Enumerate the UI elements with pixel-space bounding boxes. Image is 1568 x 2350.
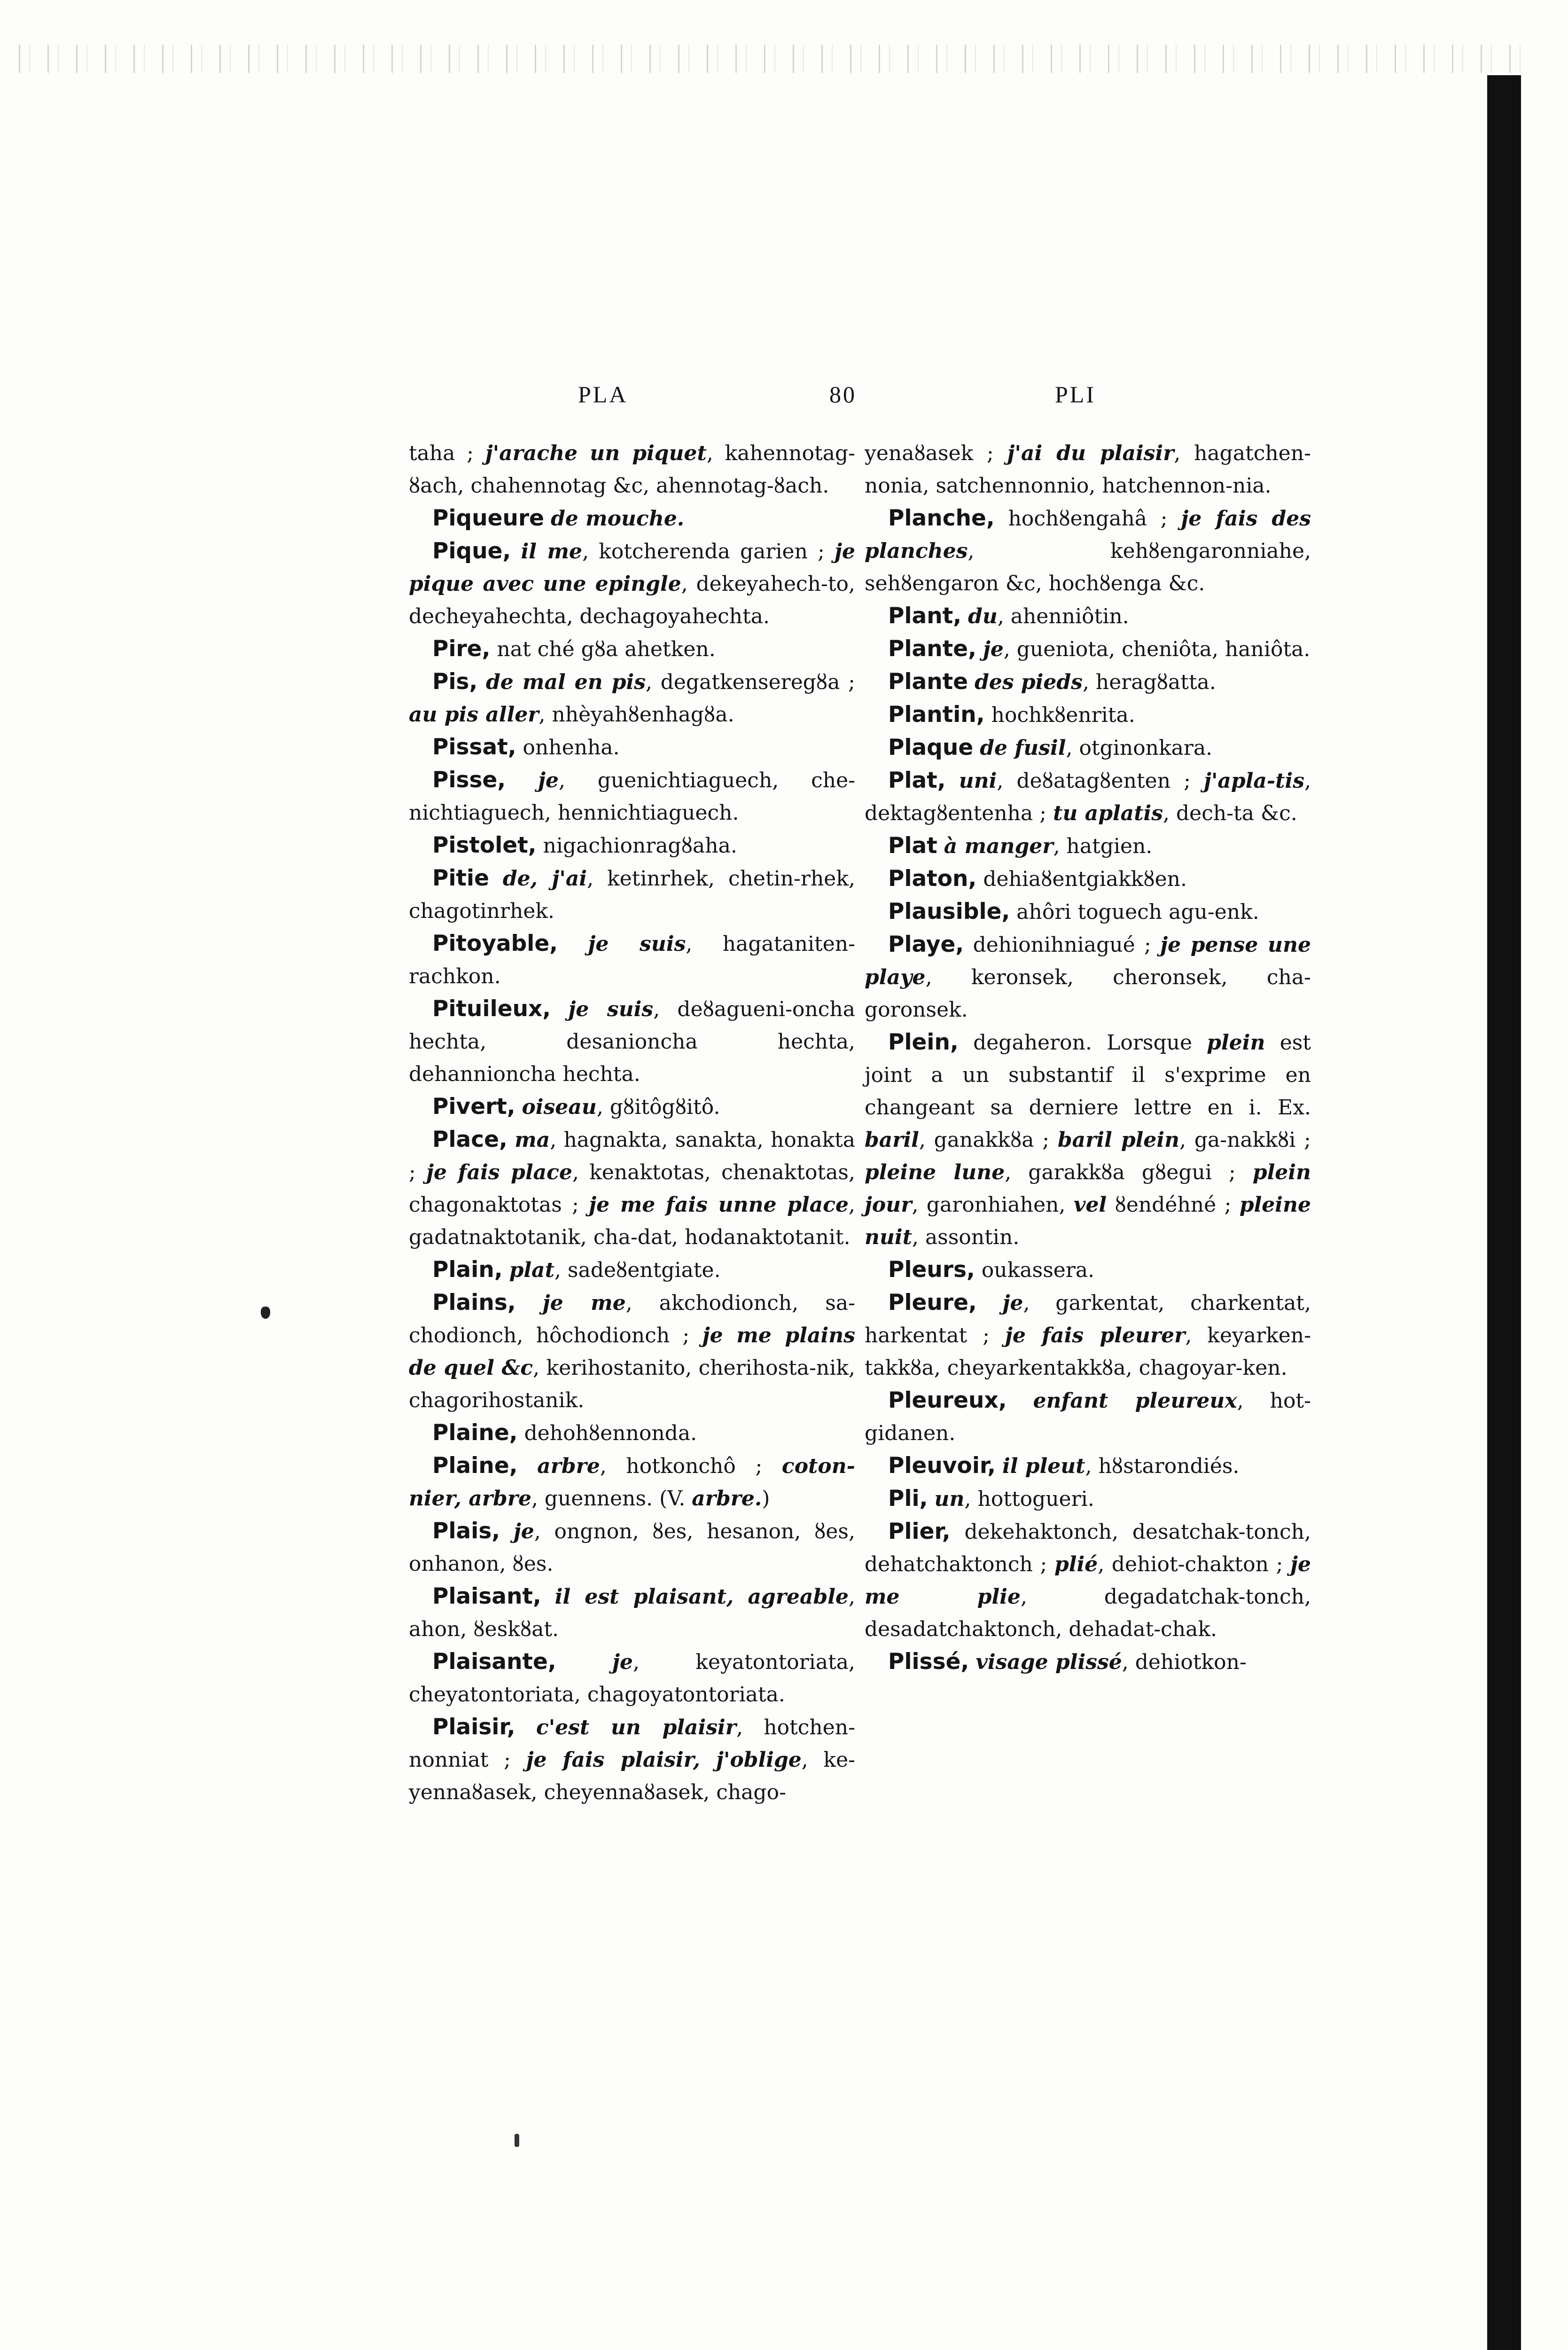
entry-text [937,834,944,858]
entry-text: , heragȣatta. [1082,670,1216,694]
entry-text: , kenaktotas, chenaktotas, chagonaktotas ; [409,1160,855,1217]
headword: Pli, [888,1486,928,1512]
italic-gloss: de mal en pis [486,670,646,694]
headword: Plaisir, [432,1714,515,1740]
entry-text: est joint a un substantif il s'exprime en changeant sa derniere lettre en i. Ex. [865,1031,1311,1120]
entry-text: , gadatnaktotanik, cha-dat, hodanaktotanit. [409,1193,855,1249]
entry-text [541,1585,555,1609]
entry-text: , ga-nakkȣi ; [1179,1128,1311,1152]
entry-text: , degatkenseregȣa ; [646,670,855,694]
entry-text: nat ché gȣa ahetken. [490,637,716,661]
headword: Pistolet, [432,832,537,858]
entry-text: ahôri toguech agu-enk. [1010,900,1259,924]
italic-gloss: je me plie [865,1552,1311,1609]
headword: Plausible, [888,899,1010,924]
entry-text: , keyarken-takkȣa, cheyarkentakkȣa, chagoyar-ken. [865,1324,1311,1380]
entry-text [551,997,568,1021]
italic-gloss: oiseau [522,1095,597,1119]
dictionary-entry [409,829,855,862]
entry-text: yenaȣasek ; [865,441,1007,465]
headword: Pivert, [432,1094,515,1120]
italic-gloss: je me plains de quel &c [409,1324,855,1380]
entry-text [1007,1389,1033,1413]
entry-text: , kerihostanito, cherihosta-nik, chagorihostanik. [409,1356,855,1412]
entry-text: , hagnakta, sanakta, honakta ; [409,1128,855,1184]
dictionary-entry [865,731,1311,764]
entry-text: , hotchen-nonniat ; [409,1716,855,1772]
entry-text [946,769,959,793]
italic-gloss: je fais des planches [865,507,1311,563]
italic-gloss: il est plaisant, agreable [554,1585,849,1609]
headword: Pleuvoir, [888,1453,996,1479]
entry-text [507,1128,515,1152]
entry-text: , ketinrhek, chetin-rhek, chagotinrhek. [409,867,855,923]
entry-text: , dehiotkon- [1122,1650,1247,1674]
entry-text: , hottogueri. [964,1487,1094,1511]
headword: Plain, [432,1257,503,1283]
entry-text [515,1095,522,1119]
entry-text [544,507,551,531]
entry-text: , deȣatagȣenten ; [997,769,1204,793]
italic-gloss: arbre [537,1454,600,1478]
dictionary-entry [409,731,855,764]
dictionary-entry [409,535,855,633]
entry-text [928,1487,935,1511]
italic-gloss: de mouche. [551,507,685,531]
italic-gloss: des pieds [975,670,1083,694]
dictionary-entry [865,437,1311,502]
entry-text: , hagatchen-nonia, satchennonnio, hatchennon-nia. [865,441,1311,498]
entry-text: , kotcherenda garien ; [582,540,835,564]
italic-gloss: plat [509,1258,555,1282]
dictionary-entry [865,1286,1311,1384]
dictionary-entry [409,633,855,666]
italic-gloss: je pique avec une epingle [409,540,855,596]
entry-text: , nhèyahȣenhagȣa. [538,703,734,727]
dictionary-entry [409,1580,855,1645]
headword: Pissat, [432,734,516,760]
headword: Plant, [888,603,962,629]
header-left-guideword: PLA [578,381,628,407]
entry-text [516,1291,543,1315]
page-header [0,381,1568,423]
italic-gloss: il me [521,540,583,564]
dictionary-entry [865,1645,1311,1678]
entry-text: , ahenniôtin. [997,604,1129,628]
entry-text: , dehiot-chakton ; [1098,1552,1291,1576]
italic-gloss: du [968,604,998,628]
dictionary-entry [865,895,1311,928]
italic-gloss: baril plein [1057,1128,1180,1152]
entry-text: , deȣagueni-oncha hechta, desanioncha hechta, dehannioncha hechta. [409,997,855,1086]
entry-text: , garonhiahen, [912,1193,1074,1217]
headword: Plein, [888,1029,959,1055]
entry-text: , garakkȣa gȣegui ; [1005,1160,1253,1184]
dictionary-entry [865,502,1311,600]
italic-gloss: j'apla-tis [1204,769,1304,793]
headword: Plantin, [888,702,985,728]
headword: Pitie [432,865,490,891]
dictionary-entry [865,764,1311,830]
italic-gloss: enfant pleureux [1033,1389,1237,1413]
dictionary-entry [409,1286,855,1417]
footer-ink-mark [515,2134,519,2147]
italic-gloss: je fais place [426,1160,572,1184]
italic-gloss: je [612,1650,633,1674]
headword: Planche, [888,505,995,531]
left-column [409,437,855,1809]
dictionary-entry [409,764,855,829]
headword: Plat [888,833,937,859]
italic-gloss: ma [515,1128,550,1152]
italic-gloss: je [513,1520,534,1543]
entry-text: , ganakkȣa ; [919,1128,1058,1152]
entry-text: , ke-yennaȣasek, cheyennaȣasek, chago- [409,1748,855,1804]
entry-text: , ongnon, ȣes, hesanon, ȣes, onhanon, ȣes. [409,1520,855,1576]
headword: Plaisant, [432,1583,541,1609]
headword: Pituileux, [432,996,551,1022]
entry-text: , gueniota, cheniôta, haniôta. [1003,637,1311,661]
scan-noise-top [19,45,1522,73]
headword: Plante [888,669,968,695]
italic-gloss: il pleut [1002,1454,1085,1478]
headword: Plaque [888,735,974,760]
entry-text [500,1520,514,1543]
entry-text: , degadatchak-tonch, desadatchaktonch, dehadat-chak. [865,1585,1311,1641]
italic-gloss: plein jour [865,1160,1311,1217]
page-number: 80 [829,381,857,407]
dictionary-entry [409,1417,855,1449]
dictionary-entry [409,927,855,993]
entry-text [518,1454,538,1478]
margin-ink-mark [261,1307,270,1319]
entry-text: oukassera. [975,1258,1095,1282]
headword: Plaine, [432,1420,518,1446]
italic-gloss: coton-nier, arbre [409,1454,855,1511]
dictionary-entry [409,1449,855,1515]
headword: Plat, [888,768,946,793]
italic-gloss: je [1002,1291,1023,1315]
entry-text: , otginonkara. [1066,736,1213,760]
entry-text: , hatgien. [1053,834,1153,858]
entry-text: , guenichtiaguech, che-nichtiaguech, hennichtiaguech. [409,768,855,825]
headword: Pleurs, [888,1257,975,1283]
dictionary-entry [865,666,1311,698]
italic-gloss: un [934,1487,965,1511]
entry-text: ) [762,1487,770,1511]
headword: Pisse, [432,767,506,793]
headword: Pique, [432,538,511,564]
entry-text: , kehȣengaronniahe, sehȣengaron &c, hochȣenga &c. [865,539,1311,595]
italic-gloss: j'arache un piquet [485,441,707,465]
italic-gloss: au pis aller [409,703,539,727]
italic-gloss: uni [959,769,997,793]
entry-text: , assontin. [912,1225,1020,1249]
entry-text [489,867,503,891]
entry-text: , sadeȣentgiate. [554,1258,721,1282]
entry-text: , garkentat, charkentat, harkentat ; [865,1291,1311,1347]
entry-text: dehionihniagué ; [964,933,1161,957]
italic-gloss: j'ai du plaisir [1007,441,1174,465]
headword: Plais, [432,1518,500,1544]
headword: Pleure, [888,1290,977,1316]
entry-text: , hagataniten-rachkon. [409,932,855,988]
entry-text: , hotkonchô ; [600,1454,782,1478]
entry-text: , dektagȣentenha ; [865,769,1311,825]
italic-gloss: visage plissé [975,1650,1122,1674]
italic-gloss: tu aplatis [1053,801,1163,825]
italic-gloss: vel [1073,1193,1107,1217]
entry-text: , keyatontoriata, cheyatontoriata, chagoyatontoriata. [409,1650,855,1707]
headword: Pleureux, [888,1387,1007,1413]
italic-gloss: pleine nuit [865,1193,1311,1249]
italic-gloss: de, j'ai [503,867,587,891]
dictionary-entry [865,1449,1311,1482]
entry-text: , hot-gidanen. [865,1389,1311,1445]
italic-gloss: je suis [568,997,654,1021]
headword: Place, [432,1127,507,1152]
headword: Plaisante, [432,1649,556,1675]
italic-gloss: je [983,637,1004,661]
italic-gloss: je pense une playe [865,933,1311,989]
headword: Plains, [432,1290,516,1316]
dictionary-entry [409,1645,855,1711]
entry-text: , kahennotag-ȣach, chahennotag &c, ahennotag-ȣach. [409,441,856,498]
headword: Plante, [888,636,976,662]
entry-text [511,540,521,564]
italic-gloss: arbre. [692,1487,762,1511]
dictionary-entry [409,437,855,502]
entry-text [503,1258,509,1282]
dictionary-entry [409,862,855,927]
entry-text [961,604,968,628]
entry-text: hochkȣenrita. [984,703,1135,727]
dictionary-entry [409,666,855,731]
dictionary-entry [865,1482,1311,1515]
headword: Pire, [432,636,491,662]
entry-text: , dekeyahech-to, decheyahechta, dechagoyahechta. [409,572,855,628]
entry-text [996,1454,1002,1478]
headword: Plier, [888,1519,951,1544]
dictionary-entry [865,928,1311,1026]
entry-text: , dech-ta &c. [1163,801,1297,825]
italic-gloss: de fusil [980,736,1066,760]
entry-text: taha ; [409,441,485,465]
dictionary-entry [409,1711,855,1809]
entry-text [968,670,975,694]
italic-gloss: baril [865,1128,919,1152]
headword: Pis, [432,669,478,695]
dictionary-entry [865,862,1311,895]
dictionary-entry [865,1515,1311,1645]
italic-gloss: plié [1054,1552,1098,1576]
dictionary-entry [409,993,855,1090]
headword: Playe, [888,932,964,957]
dictionary-entry [865,600,1311,633]
headword: Plissé, [888,1649,969,1675]
entry-text [506,768,538,792]
italic-gloss: je suis [588,932,686,956]
italic-gloss: pleine lune [865,1160,1005,1184]
entry-text: , ahon, ȣeskȣat. [409,1585,855,1641]
entry-text [973,736,980,760]
entry-text: degaheron. Lorsque [958,1031,1207,1055]
dictionary-entry [865,633,1311,666]
entry-text: dehiaȣentgiakkȣen. [976,867,1187,891]
italic-gloss: c'est un plaisir [536,1716,736,1739]
dictionary-entry [865,698,1311,731]
dictionary-entry [865,1026,1311,1253]
headword: Pitoyable, [432,931,558,956]
italic-gloss: à manger [944,834,1053,858]
italic-gloss: je me fais unne place [589,1193,849,1217]
italic-gloss: je fais pleurer [1005,1324,1186,1347]
header-right-guideword: PLI [1055,381,1096,407]
headword: Platon, [888,866,977,892]
dictionary-entry [409,1123,855,1253]
entry-text: , gȣitôgȣitô. [596,1095,720,1119]
italic-gloss: je [538,768,559,792]
italic-gloss: je me [542,1291,626,1315]
entry-text [477,670,486,694]
entry-text [969,1650,975,1674]
entry-text: hochȣengahâ ; [994,507,1181,531]
entry-text: , akchodionch, sa-chodionch, hôchodionch ; [409,1291,855,1347]
entry-text: ȣendéhné ; [1107,1193,1240,1217]
entry-text: , keronsek, cheronsek, cha-goronsek. [865,965,1311,1022]
entry-text [558,932,588,956]
entry-text [977,1291,1003,1315]
headword: Plaine, [432,1453,518,1479]
entry-text [976,637,983,661]
entry-text: , hȣstarondiés. [1085,1454,1240,1478]
italic-gloss: plein [1207,1031,1265,1055]
dictionary-entry [409,1515,855,1580]
dictionary-entry [865,830,1311,862]
right-column [865,437,1311,1678]
headword: Piqueure [432,505,545,531]
entry-text: dehohȣennonda. [517,1421,697,1445]
dictionary-entry [865,1253,1311,1286]
entry-text: onhenha. [516,736,620,760]
dictionary-entry [409,502,855,535]
dictionary-entry [409,1090,855,1123]
entry-text: dekehaktonch, desatchak-tonch, dehatchaktonch ; [865,1520,1311,1576]
entry-text [556,1650,612,1674]
entry-text: nigachionragȣaha. [536,834,737,858]
dictionary-entry [409,1253,855,1286]
dictionary-entry [865,1384,1311,1449]
entry-text: , guennens. (V. [531,1487,692,1511]
entry-text [515,1716,536,1739]
italic-gloss: je fais plaisir, j'oblige [526,1748,802,1772]
